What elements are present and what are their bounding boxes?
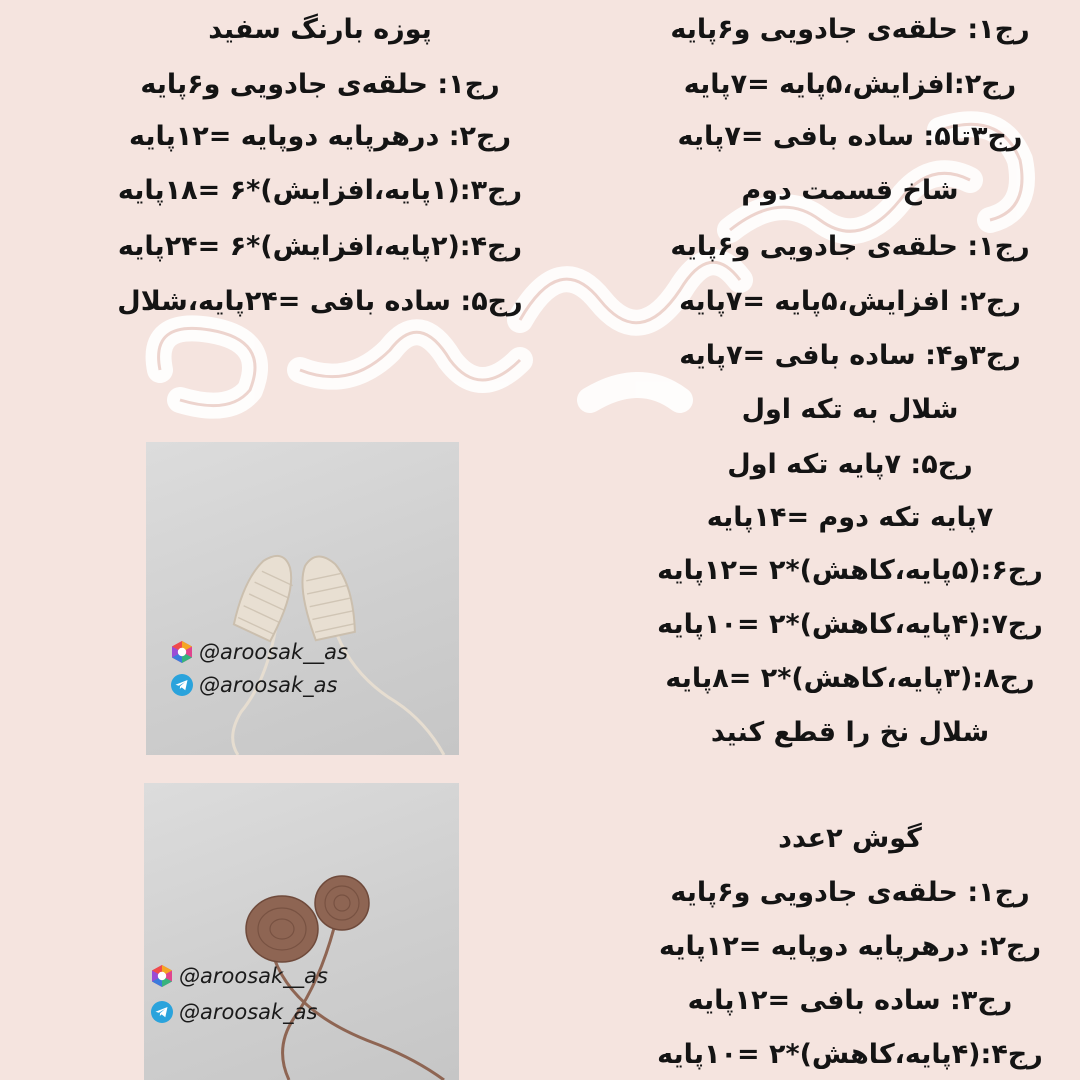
section-heading: پوزه بارنگ سفید xyxy=(208,14,432,45)
text-line: رج۳: ساده بافی =۱۲پایه xyxy=(687,985,1013,1016)
text-line: رج۲:افزایش،۵پایه =۷پایه xyxy=(683,69,1017,100)
text-line: ۷پایه تکه دوم =۱۴پایه xyxy=(706,502,994,533)
instagram-handle xyxy=(150,964,328,988)
text-line: رج۱: حلقه‌ی جادویی و۶پایه xyxy=(670,231,1030,262)
text-line: رج۳تا۵: ساده بافی =۷پایه xyxy=(677,121,1023,152)
telegram-handle-text: @aroosak_as xyxy=(199,673,338,697)
text-line: رج۴:(۴پایه،کاهش)*۲ =۱۰پایه xyxy=(657,1039,1043,1070)
instagram-handle xyxy=(170,640,348,664)
text-line: رج۵: ساده بافی =۲۴پایه،شلال xyxy=(117,286,523,317)
text-line: رج۲: درهرپایه دوپایه =۱۲پایه xyxy=(128,121,512,152)
telegram-handle-text: @aroosak_as xyxy=(179,1000,318,1024)
text-line: شلال به تکه اول xyxy=(741,394,959,425)
text-line: رج۷:(۴پایه،کاهش)*۲ =۱۰پایه xyxy=(657,609,1043,640)
text-line: رج۸:(۳پایه،کاهش)*۲ =۸پایه xyxy=(665,663,1035,694)
text-line: رج۳:(۱پایه،افزایش)*۶ =۱۸پایه xyxy=(117,175,523,206)
section-heading: شاخ قسمت دوم xyxy=(741,175,959,206)
text-line: شلال نخ را قطع کنید xyxy=(710,717,990,748)
horns-illustration xyxy=(146,442,459,755)
horns-photo xyxy=(146,442,459,755)
text-line: رج۱: حلقه‌ی جادویی و۶پایه xyxy=(670,877,1030,908)
ears-photo xyxy=(144,783,459,1080)
text-line: رج۴:(۲پایه،افزایش)*۶ =۲۴پایه xyxy=(117,231,523,262)
section-heading: گوش ۲عدد xyxy=(778,823,922,854)
ears-illustration xyxy=(144,783,459,1080)
text-line: رج۲: افزایش،۵پایه =۷پایه xyxy=(679,286,1021,317)
telegram-handle xyxy=(170,673,337,697)
text-line: رج۵: ۷پایه تکه اول xyxy=(727,449,973,480)
text-line: رج۳و۴: ساده بافی =۷پایه xyxy=(679,340,1021,371)
instagram-handle-text: @aroosak__as xyxy=(179,964,328,988)
text-line: رج۱: حلقه‌ی جادویی و۶پایه xyxy=(670,14,1030,45)
instagram-icon xyxy=(150,964,174,988)
text-line: رج۱: حلقه‌ی جادویی و۶پایه xyxy=(140,69,500,100)
text-line: رج۶:(۵پایه،کاهش)*۲ =۱۲پایه xyxy=(657,555,1043,586)
text-line: رج۲: درهرپایه دوپایه =۱۲پایه xyxy=(658,931,1042,962)
telegram-icon xyxy=(150,1000,174,1024)
telegram-icon xyxy=(170,673,194,697)
instagram-handle-text: @aroosak__as xyxy=(199,640,348,664)
telegram-handle xyxy=(150,1000,317,1024)
instagram-icon xyxy=(170,640,194,664)
